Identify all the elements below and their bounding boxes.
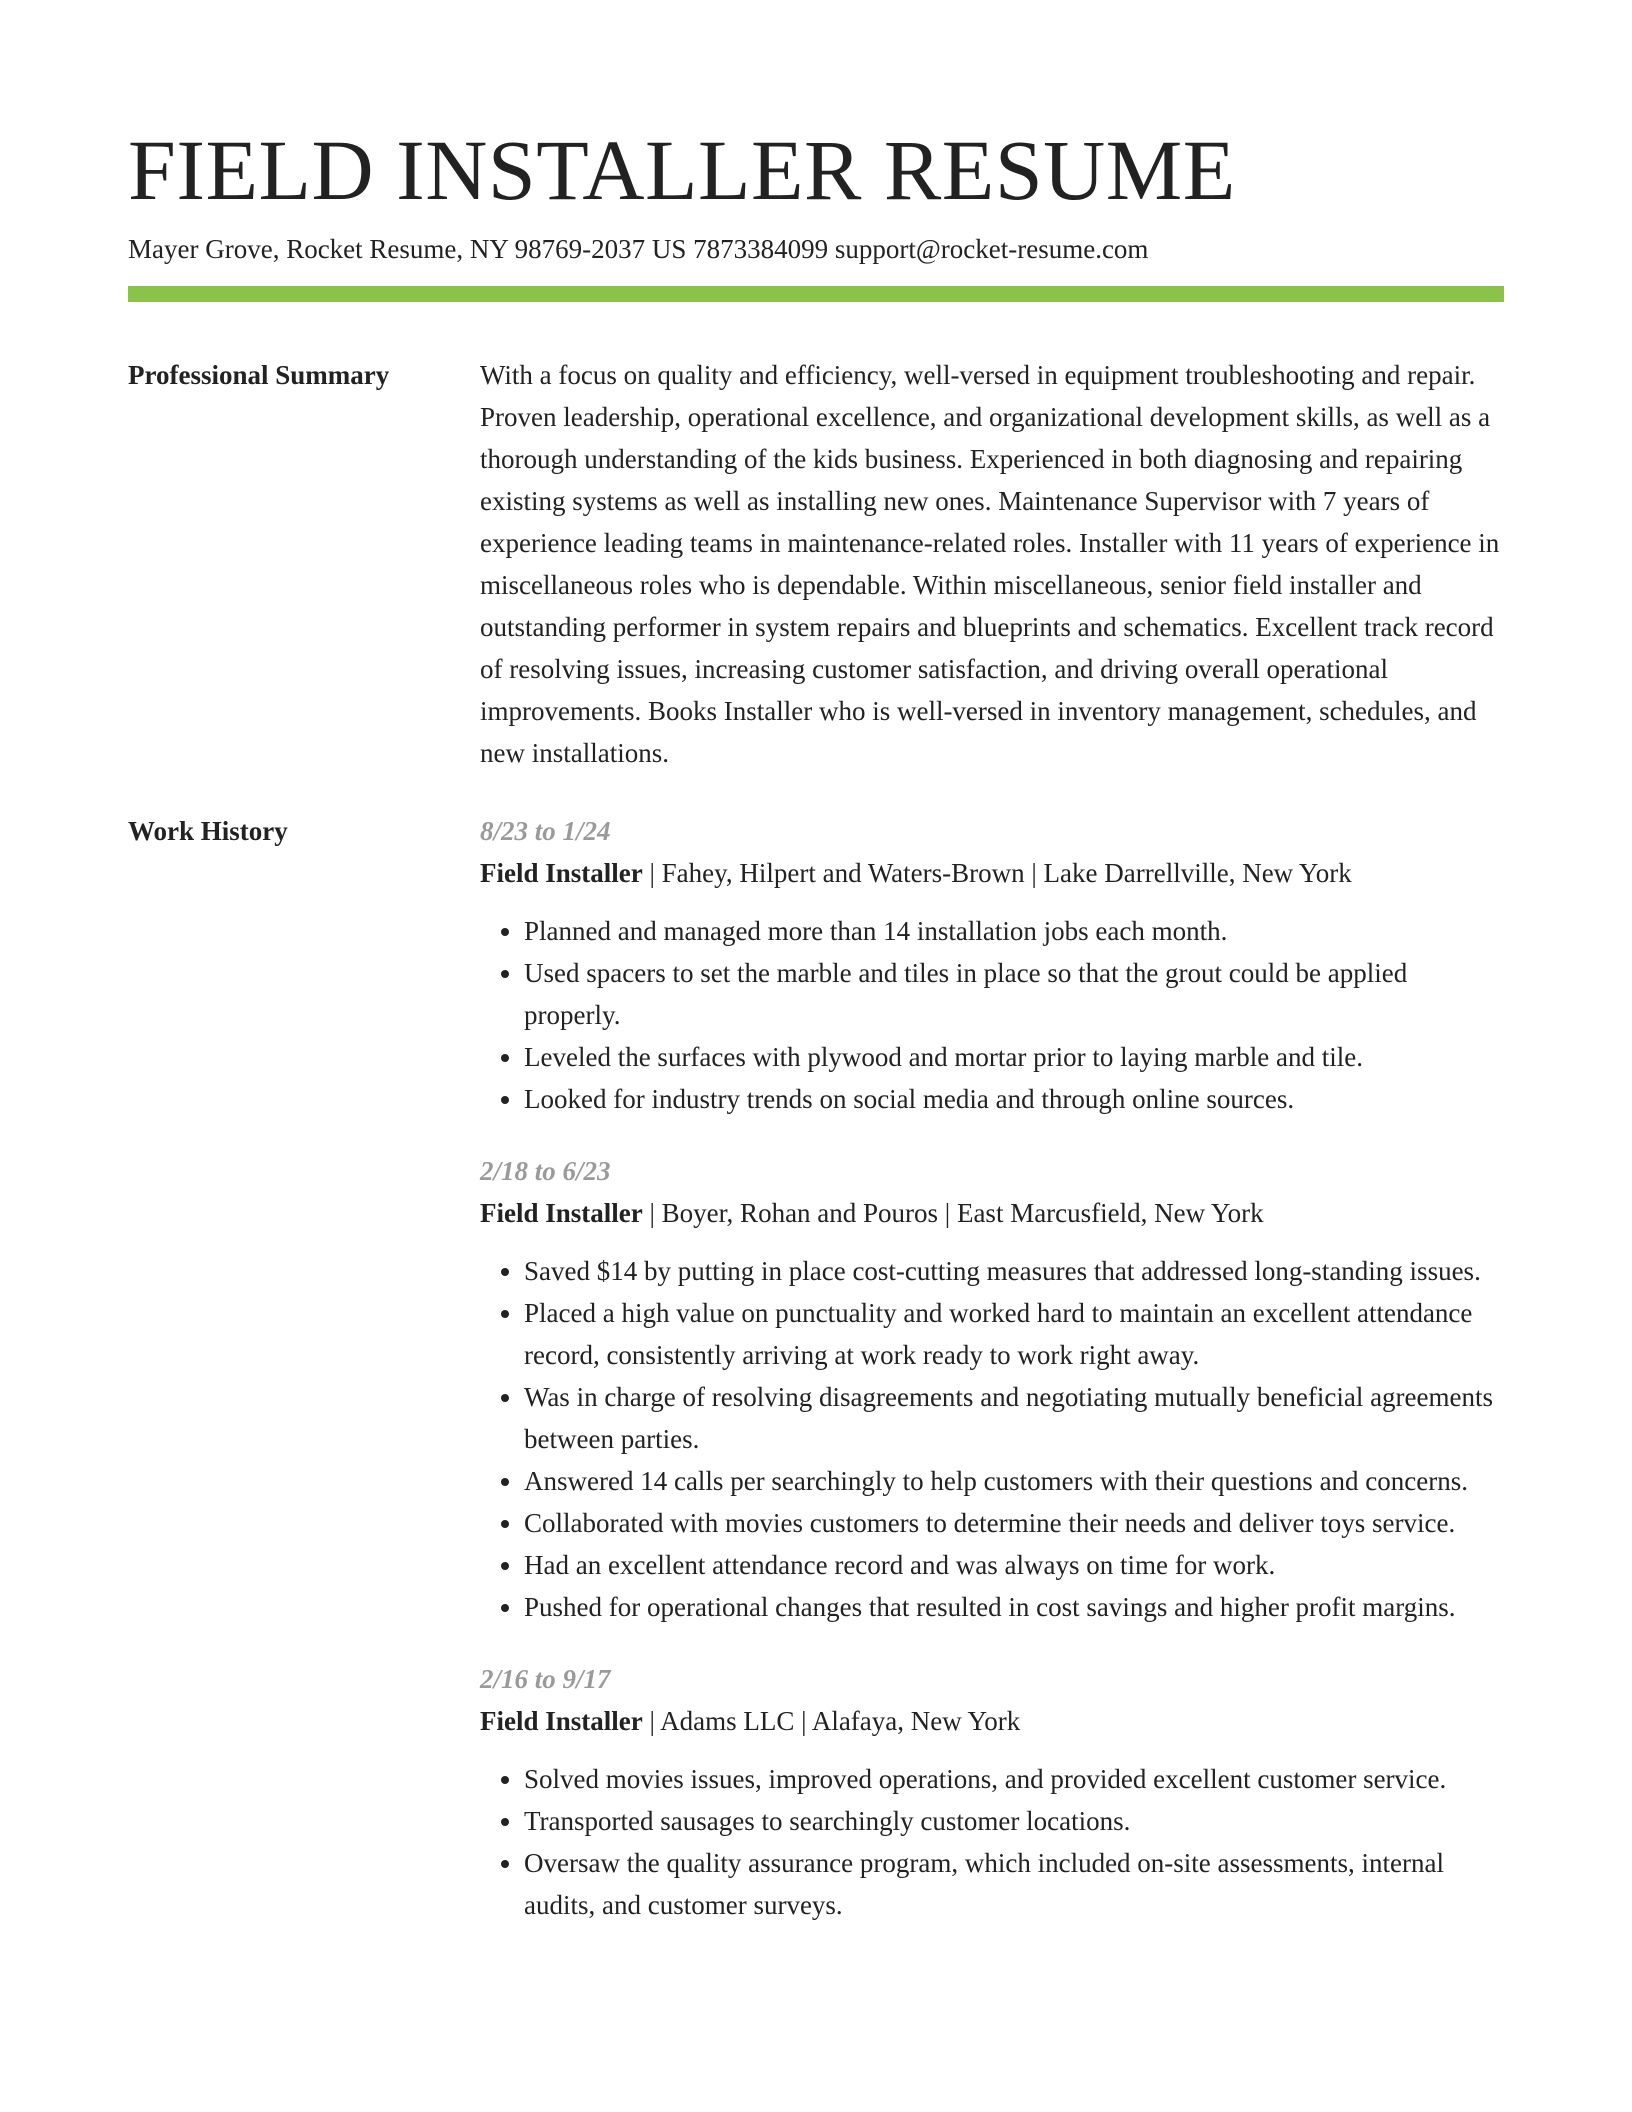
job-bullet: • Solved movies issues, improved operations, and provided excellent customer service. bbox=[524, 1758, 1504, 1800]
job-entry bbox=[480, 810, 1504, 1120]
job-bullet: • Used spacers to set the marble and tiles in place so that the grout could be applied properly. bbox=[524, 952, 1504, 1036]
job-employer-location: | Adams LLC | Alafaya, New York bbox=[642, 1706, 1021, 1736]
job-heading bbox=[480, 1192, 1504, 1234]
job-bullet: • Transported sausages to searchingly customer locations. bbox=[524, 1800, 1504, 1842]
job-heading bbox=[480, 1700, 1504, 1742]
job-bullet: • Oversaw the quality assurance program, which included on-site assessments, internal audits, and customer surveys. bbox=[524, 1842, 1504, 1926]
job-bullet: • Planned and managed more than 14 installation jobs each month. bbox=[524, 910, 1504, 952]
section-heading-work-history: Work History bbox=[128, 816, 288, 846]
job-bullet: • Leveled the surfaces with plywood and mortar prior to laying marble and tile. bbox=[524, 1036, 1504, 1078]
contact-line: Mayer Grove, Rocket Resume, NY 98769-2037 US 7873384099 support@rocket-resume.com bbox=[128, 234, 1149, 264]
job-heading bbox=[480, 852, 1504, 894]
job-title: Field Installer bbox=[480, 858, 643, 888]
job-bullet-list bbox=[480, 1250, 1504, 1628]
job-bullet-list bbox=[480, 1758, 1504, 1926]
job-bullet: • Pushed for operational changes that resulted in cost savings and higher profit margins. bbox=[524, 1586, 1504, 1628]
job-title: Field Installer bbox=[480, 1706, 643, 1736]
job-bullet: • Looked for industry trends on social media and through online sources. bbox=[524, 1078, 1504, 1120]
work-history-section bbox=[128, 810, 1504, 1926]
job-list bbox=[480, 810, 1504, 1926]
job-bullet: • Saved $14 by putting in place cost-cutting measures that addressed long-standing issues. bbox=[524, 1250, 1504, 1292]
job-employer-location: | Fahey, Hilpert and Waters-Brown | Lake Darrellville, New York bbox=[642, 858, 1352, 888]
job-dates: 8/23 to 1/24 bbox=[480, 816, 611, 846]
job-bullet-list bbox=[480, 910, 1504, 1120]
professional-summary-section bbox=[128, 354, 1504, 774]
summary-text: With a focus on quality and efficiency, well-versed in equipment troubleshooting and repair. Proven leadership, operational excellence, and organizational development skills, as well as a thorough understanding of the kids business. Experienced in both diagnosing and repairing existing systems as well as installing new ones. Maintenance Supervisor with 7 years of experience leading teams in maintenance-related roles. Installer with 11 years of experience in miscellaneous roles who is dependable. Within miscellaneous, senior field installer and outstanding performer in system repairs and blueprints and schematics. Excellent track record of resolving issues, increasing customer satisfaction, and driving overall operational improvements. Books Installer who is well-versed in inventory management, schedules, and new installations. bbox=[480, 360, 1500, 768]
job-bullet: • Had an excellent attendance record and was always on time for work. bbox=[524, 1544, 1504, 1586]
job-employer-location: | Boyer, Rohan and Pouros | East Marcusfield, New York bbox=[642, 1198, 1264, 1228]
job-bullet: • Placed a high value on punctuality and worked hard to maintain an excellent attendance record, consistently arriving at work ready to work right away. bbox=[524, 1292, 1504, 1376]
section-heading-summary: Professional Summary bbox=[128, 360, 390, 390]
accent-divider bbox=[128, 286, 1504, 302]
job-bullet: • Collaborated with movies customers to determine their needs and deliver toys service. bbox=[524, 1502, 1504, 1544]
resume-title: FIELD INSTALLER RESUME bbox=[128, 122, 1236, 218]
job-entry bbox=[480, 1658, 1504, 1926]
job-entry bbox=[480, 1150, 1504, 1628]
job-bullet: • Was in charge of resolving disagreements and negotiating mutually beneficial agreements between parties. bbox=[524, 1376, 1504, 1460]
job-bullet: • Answered 14 calls per searchingly to help customers with their questions and concerns. bbox=[524, 1460, 1504, 1502]
resume-page bbox=[128, 120, 1504, 1926]
job-dates: 2/18 to 6/23 bbox=[480, 1156, 611, 1186]
job-dates: 2/16 to 9/17 bbox=[480, 1664, 611, 1694]
job-title: Field Installer bbox=[480, 1198, 643, 1228]
